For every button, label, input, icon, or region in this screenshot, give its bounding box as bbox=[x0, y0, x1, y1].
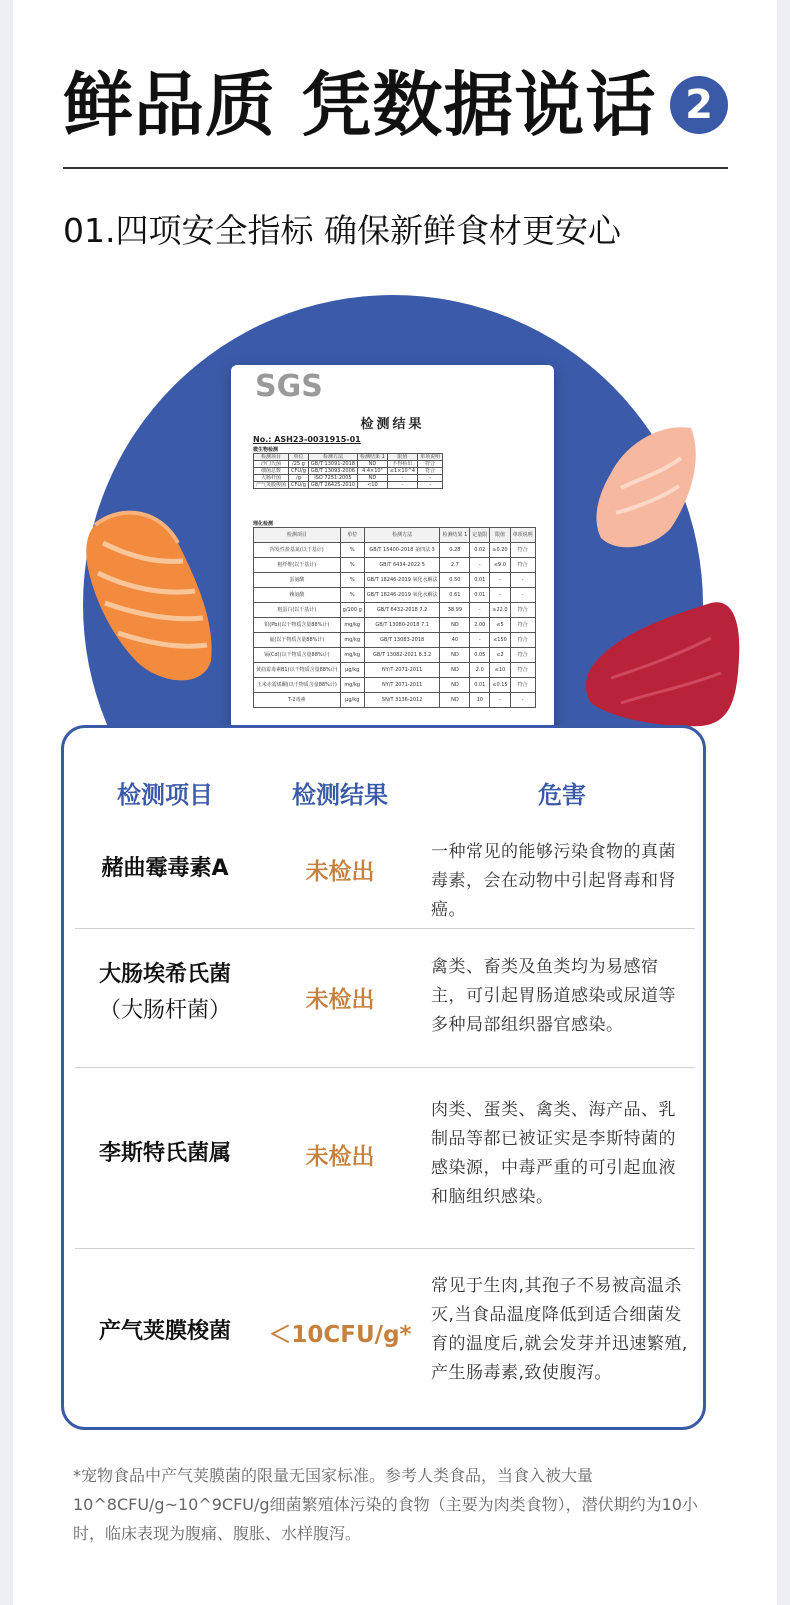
report-table-cell: 符合 bbox=[510, 678, 535, 693]
report-table-cell: - bbox=[490, 693, 510, 708]
report-table-cell: 限值 bbox=[490, 528, 510, 543]
report-table-cell: GB/T 13093-2006 bbox=[308, 468, 357, 475]
report-table-cell: 0.02 bbox=[470, 543, 490, 558]
report-table-cell: 检测项目 bbox=[254, 454, 289, 461]
section-number-badge: 2 bbox=[670, 76, 728, 134]
report-table-cell: GB/T 13080-2018 7.1 bbox=[364, 618, 440, 633]
report-table-row bbox=[254, 543, 536, 558]
report-table-cell: 符合 bbox=[510, 663, 535, 678]
report-table-cell: 单项说明 bbox=[510, 528, 535, 543]
report-table-cell: - bbox=[470, 558, 490, 573]
row-hazard: 肉类、蛋类、禽类、海产品、乳制品等都已被证实是李斯特菌的感染源，中毒严重的可引起血液和脑组织感染。 bbox=[431, 1100, 676, 1207]
report-table-row bbox=[254, 693, 536, 708]
report-number: No.: ASH23-0031915-01 bbox=[253, 435, 361, 444]
report-table-cell: 符合 bbox=[510, 558, 535, 573]
sgs-logo: SGS bbox=[255, 369, 323, 404]
report-table-cell: - bbox=[510, 588, 535, 603]
row-hazard: 禽类、畜类及鱼类均为易感宿主，可引起胃肠道感染或尿道等多种局部组织器官感染。 bbox=[431, 957, 676, 1035]
report-table-cell: 0.61 bbox=[440, 588, 470, 603]
report-table-cell: 单位 bbox=[289, 454, 309, 461]
report-table-cell: % bbox=[340, 543, 364, 558]
report-table-cell: 38.99 bbox=[440, 603, 470, 618]
report-table-cell: GB/T 13083-2018 bbox=[364, 633, 440, 648]
table-row bbox=[75, 828, 695, 928]
report-table-cell: - bbox=[470, 633, 490, 648]
report-table-cell: 大肠杆菌 bbox=[254, 475, 289, 482]
report-table-cell: 2.7 bbox=[440, 558, 470, 573]
report-table-cell: 0.05 bbox=[470, 648, 490, 663]
report-table-cell: ≤0.15 bbox=[490, 678, 510, 693]
report-table-row bbox=[254, 678, 536, 693]
report-table-cell: GB/T 18246-2019 氧化水解法 bbox=[364, 588, 440, 603]
report-table-cell: NY/T 2071-2011 bbox=[364, 678, 440, 693]
report-table-cell: CFU/g bbox=[289, 482, 309, 489]
report-table-row bbox=[254, 468, 443, 475]
row-result: 未检出 bbox=[305, 1144, 375, 1170]
report-table-cell: /g bbox=[289, 475, 309, 482]
row-item-name: 赭曲霉毒素A bbox=[101, 856, 229, 881]
report-title: 检测结果 bbox=[360, 417, 425, 432]
report-table-cell: GB/T 18246-2019 氧化水解法 bbox=[364, 573, 440, 588]
row-item-name: 李斯特氏菌属 bbox=[98, 1141, 231, 1166]
report-table-cell: 符合 bbox=[510, 648, 535, 663]
safety-indicator-table bbox=[61, 725, 706, 1430]
report-table-cell: % bbox=[340, 558, 364, 573]
report-table-cell: - bbox=[418, 475, 443, 482]
report-table-cell: 0.28 bbox=[440, 543, 470, 558]
report-table-cell: ND bbox=[440, 648, 470, 663]
header-test-result: 检测结果 bbox=[292, 781, 388, 809]
report-table-cell: SN/T 3136-2012 bbox=[364, 693, 440, 708]
report-table-cell: - bbox=[470, 603, 490, 618]
report-table-cell: 10 bbox=[470, 693, 490, 708]
report-table-row bbox=[254, 558, 536, 573]
report-table-cell: ≤1×10^4 bbox=[387, 468, 417, 475]
report-table-cell: GB/T 13091-2018 bbox=[308, 461, 357, 468]
report-table-cell: ≤10 bbox=[490, 663, 510, 678]
table-row bbox=[75, 1068, 695, 1248]
report-table-cell: 0.50 bbox=[440, 573, 470, 588]
report-table-cell: ND bbox=[357, 475, 387, 482]
report-table-row bbox=[254, 663, 536, 678]
report-table-row bbox=[254, 603, 536, 618]
row-result: 未检出 bbox=[305, 859, 375, 885]
report-table-cell: mg/kg bbox=[340, 618, 364, 633]
report-section-chem: 理化检测 bbox=[253, 521, 274, 527]
report-table-row bbox=[254, 633, 536, 648]
row-result: ＜10CFU/g* bbox=[268, 1322, 412, 1348]
row-hazard: 常见于生肉,其孢子不易被高温杀灭,当食品温度降低到适合细菌发育的温度后,就会发芽并迅速繁殖,产生肠毒素,致使腹泻。 bbox=[431, 1276, 688, 1383]
report-table-cell: ≤150 bbox=[490, 633, 510, 648]
report-table-cell: 4.4×10³ bbox=[357, 468, 387, 475]
beef-chunk-image bbox=[581, 598, 751, 728]
report-table-cell: 符合 bbox=[418, 461, 443, 468]
report-table-cell: 检测项目 bbox=[254, 528, 341, 543]
table-row bbox=[75, 929, 695, 1067]
report-table-cell: 单项说明 bbox=[418, 454, 443, 461]
report-table-cell: 粗蛋白(以干基计) bbox=[254, 603, 341, 618]
report-table-row bbox=[254, 618, 536, 633]
report-table-cell: 检测结果 1 bbox=[357, 454, 387, 461]
report-table-cell: 玉米赤霉烯酮(以干物质含量88%计) bbox=[254, 678, 341, 693]
report-table-cell: ≤2 bbox=[490, 648, 510, 663]
report-table-cell: - bbox=[510, 573, 535, 588]
report-table-cell: <10 bbox=[357, 482, 387, 489]
report-table-cell: - bbox=[387, 475, 417, 482]
report-table-cell: ND bbox=[440, 678, 470, 693]
report-table-cell: μg/kg bbox=[340, 693, 364, 708]
row-result: 未检出 bbox=[305, 987, 375, 1013]
row-item-alias: （大肠杆菌） bbox=[98, 998, 231, 1023]
report-table-cell: % bbox=[340, 573, 364, 588]
report-section-micro: 微生物检测 bbox=[253, 447, 279, 453]
report-table-cell: 蛋氨酸 bbox=[254, 573, 341, 588]
report-table-row bbox=[254, 482, 443, 489]
report-table-header bbox=[254, 528, 536, 543]
report-table-cell: GB/T 13082-2021 8.3.2 bbox=[364, 648, 440, 663]
report-table-cell: ≥0.20 bbox=[490, 543, 510, 558]
report-table-cell: 不得检出 bbox=[387, 461, 417, 468]
report-table-cell: ≤5 bbox=[490, 618, 510, 633]
report-table-cell: - bbox=[418, 482, 443, 489]
report-table-cell: 沙门氏菌 bbox=[254, 461, 289, 468]
report-table-cell: 2.00 bbox=[470, 618, 490, 633]
footnote: *宠物食品中产气荚膜菌的限量无国家标准。参考人类食品，当食入被大量10^8CFU/g~10^9CFU/g细菌繁殖体污染的食物（主要为肉类食物），潜伏期约为10小时，临床表现为腹痛、腹胀、水样腹泻。 bbox=[73, 1466, 698, 1543]
report-table-cell: 符合 bbox=[510, 633, 535, 648]
report-table-cell: 检测结果 1 bbox=[440, 528, 470, 543]
report-table-cell: 产气荚膜梭菌 bbox=[254, 482, 289, 489]
report-table-cell: - bbox=[387, 482, 417, 489]
header-test-item: 检测项目 bbox=[117, 781, 213, 809]
report-table-cell: 符合 bbox=[418, 468, 443, 475]
report-table-cell: g/100 g bbox=[340, 603, 364, 618]
report-table-cell: ND bbox=[440, 693, 470, 708]
report-table-cell: mg/kg bbox=[340, 633, 364, 648]
report-table-cell: 40 bbox=[440, 633, 470, 648]
report-table-cell: 定量限 bbox=[470, 528, 490, 543]
salmon-fillet-image bbox=[83, 503, 218, 688]
report-table-cell: 0.01 bbox=[470, 678, 490, 693]
report-table-cell: 挥发性盐基氮(以干基计) bbox=[254, 543, 341, 558]
report-table-cell: NY/T 2071-2011 bbox=[364, 663, 440, 678]
report-table-cell: ND bbox=[440, 663, 470, 678]
report-table-cell: 2.0 bbox=[470, 663, 490, 678]
header-hazard: 危害 bbox=[538, 781, 586, 809]
section-subtitle: 01.四项安全指标 确保新鲜食材更安心 bbox=[63, 211, 621, 250]
report-table-cell: 单位 bbox=[340, 528, 364, 543]
report-table-cell: ISO 7251:2005 bbox=[308, 475, 357, 482]
micro-test-table bbox=[253, 453, 443, 489]
row-hazard: 一种常见的能够污染食物的真菌毒素，会在动物中引起肾毒和肾癌。 bbox=[431, 842, 676, 920]
sgs-report-document bbox=[231, 365, 554, 785]
report-table-cell: 铅(Pb)(以干物质含量88%计) bbox=[254, 618, 341, 633]
report-table-cell: μg/kg bbox=[340, 663, 364, 678]
report-table-cell: 0.01 bbox=[470, 588, 490, 603]
report-table-row bbox=[254, 648, 536, 663]
report-table-cell: 符合 bbox=[510, 603, 535, 618]
page-title: 鲜品质 凭数据说话 bbox=[63, 64, 657, 146]
report-table-cell: - bbox=[490, 588, 510, 603]
row-item-name: 产气荚膜梭菌 bbox=[98, 1319, 231, 1344]
report-table-cell: mg/kg bbox=[340, 678, 364, 693]
report-table-cell: 检测方法 bbox=[364, 528, 440, 543]
report-table-cell: CFU/g bbox=[289, 468, 309, 475]
report-table-cell: 粗纤维(以干基计) bbox=[254, 558, 341, 573]
report-table-cell: - bbox=[490, 573, 510, 588]
report-table-header bbox=[254, 454, 443, 461]
report-table-cell: 限值 bbox=[387, 454, 417, 461]
report-table-cell: ND bbox=[357, 461, 387, 468]
report-table-cell: GB/T 6434-2022 5 bbox=[364, 558, 440, 573]
report-table-cell: % bbox=[340, 588, 364, 603]
chem-test-table bbox=[253, 527, 536, 708]
report-table-cell: ≥22.0 bbox=[490, 603, 510, 618]
report-table-cell: T-2毒素 bbox=[254, 693, 341, 708]
report-table-row bbox=[254, 461, 443, 468]
report-table-cell: - bbox=[510, 693, 535, 708]
report-table-cell: 镉(Cd)(以干物质含量88%计) bbox=[254, 648, 341, 663]
report-table-cell: GB/T 26425-2010 bbox=[308, 482, 357, 489]
report-table-cell: 赖氨酸 bbox=[254, 588, 341, 603]
report-table-cell: 细菌总数 bbox=[254, 468, 289, 475]
report-table-cell: /25 g bbox=[289, 461, 309, 468]
report-table-cell: GB/T 15400-2018 第四法 3 bbox=[364, 543, 440, 558]
report-table-cell: 0.01 bbox=[470, 573, 490, 588]
report-table-row bbox=[254, 588, 536, 603]
report-table-cell: mg/kg bbox=[340, 648, 364, 663]
row-item-name: 大肠埃希氏菌 bbox=[98, 962, 231, 987]
title-divider bbox=[63, 167, 728, 169]
report-table-cell: 符合 bbox=[510, 618, 535, 633]
report-table-cell: 氟(以干物质含量88%计) bbox=[254, 633, 341, 648]
page bbox=[13, 0, 777, 1605]
report-table-cell: 检测方法 bbox=[308, 454, 357, 461]
report-table-cell: ND bbox=[440, 618, 470, 633]
report-table-row bbox=[254, 475, 443, 482]
report-table-cell: ≤9.0 bbox=[490, 558, 510, 573]
report-table-row bbox=[254, 573, 536, 588]
report-table-cell: GB/T 6432-2018 7.2 bbox=[364, 603, 440, 618]
table-row bbox=[75, 1249, 695, 1419]
report-table-cell: 符合 bbox=[510, 543, 535, 558]
chicken-breast-image bbox=[591, 418, 701, 553]
report-table-cell: 黄曲霉毒素B1(以干物质含量88%计) bbox=[254, 663, 341, 678]
